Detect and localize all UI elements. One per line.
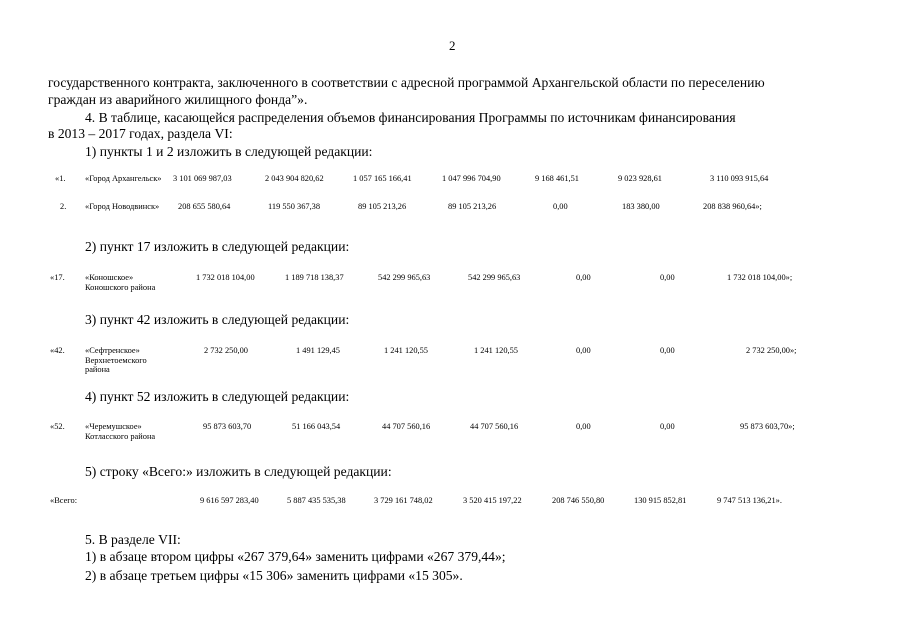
item-4-line-2: в 2013 – 2017 годах, раздела VI: [48,126,233,141]
row-number: «52. [50,422,65,431]
municipality-name: «Черемушское» Котласского района [85,422,156,441]
value-cell: 51 166 043,54 [292,422,341,431]
value-cell: 0,00 [660,346,675,355]
municipality-name: «Сефтренское» Верхнетоемского района [85,346,147,375]
value-cell: 0,00 [660,273,675,282]
value-cell: 208 746 550,80 [552,496,605,505]
value-cell: 44 707 560,16 [382,422,431,431]
value-cell: 1 057 165 166,41 [353,174,412,183]
value-cell: 2 732 250,00 [204,346,248,355]
municipality-name: «Город Архангельск» [85,174,162,183]
sub-1-heading: 1) пункты 1 и 2 изложить в следующей редакции: [85,144,373,159]
value-cell: 5 887 435 535,38 [287,496,346,505]
row-number: 2. [60,202,67,211]
sub-4-heading: 4) пункт 52 изложить в следующей редакции: [85,389,350,404]
value-cell: 542 299 965,63 [468,273,521,282]
value-cell: 2 732 250,00»; [746,346,797,355]
value-cell: 9 747 513 136,21». [717,496,782,505]
row-number: «1. [55,174,66,183]
value-cell: 3 520 415 197,22 [463,496,522,505]
value-cell: 3 729 161 748,02 [374,496,433,505]
value-cell: 9 168 461,51 [535,174,579,183]
value-cell: 1 189 718 138,37 [285,273,344,282]
value-cell: 542 299 965,63 [378,273,431,282]
row-number: «42. [50,346,65,355]
value-cell: 208 655 580,64 [178,202,231,211]
sub-5-heading: 5) строку «Всего:» изложить в следующей редакции: [85,464,392,479]
value-cell: 89 105 213,26 [358,202,407,211]
intro-line-2: граждан из аварийного жилищного фонда”». [48,92,308,107]
municipality-name: «Город Новодвинск» [85,202,160,211]
value-cell: 3 110 093 915,64 [710,174,769,183]
sub-2-heading: 2) пункт 17 изложить в следующей редакции: [85,239,350,254]
value-cell: 3 101 069 987,03 [173,174,232,183]
value-cell: 119 550 367,38 [268,202,321,211]
value-cell: 1 241 120,55 [474,346,518,355]
value-cell: 0,00 [553,202,568,211]
municipality-name: «Коношское» Коношского района [85,273,156,292]
item-5-line-2: 2) в абзаце третьем цифры «15 306» заменить цифрами «15 305». [85,568,463,583]
intro-line-1: государственного контракта, заключенного в соответствии с адресной программой Архангельской области по переселению [48,75,765,90]
total-label: «Всего: [50,496,78,505]
value-cell: 130 915 852,81 [634,496,687,505]
page-number: 2 [449,38,456,53]
value-cell: 95 873 603,70 [203,422,252,431]
value-cell: 1 047 996 704,90 [442,174,501,183]
item-5-heading: 5. В разделе VII: [85,532,181,547]
item-4-line-1: 4. В таблице, касающейся распределения объемов финансирования Программы по источникам финансирования [85,110,736,125]
value-cell: 0,00 [576,273,591,282]
value-cell: 183 380,00 [622,202,660,211]
value-cell: 9 023 928,61 [618,174,662,183]
value-cell: 0,00 [660,422,675,431]
value-cell: 0,00 [576,346,591,355]
value-cell: 44 707 560,16 [470,422,519,431]
value-cell: 1 241 120,55 [384,346,428,355]
value-cell: 1 732 018 104,00»; [727,273,793,282]
value-cell: 0,00 [576,422,591,431]
item-5-line-1: 1) в абзаце втором цифры «267 379,64» заменить цифрами «267 379,44»; [85,549,506,564]
value-cell: 208 838 960,64»; [703,202,762,211]
value-cell: 9 616 597 283,40 [200,496,259,505]
sub-3-heading: 3) пункт 42 изложить в следующей редакции: [85,312,350,327]
value-cell: 95 873 603,70»; [740,422,795,431]
value-cell: 1 732 018 104,00 [196,273,255,282]
value-cell: 2 043 904 820,62 [265,174,324,183]
row-number: «17. [50,273,65,282]
value-cell: 89 105 213,26 [448,202,497,211]
value-cell: 1 491 129,45 [296,346,340,355]
